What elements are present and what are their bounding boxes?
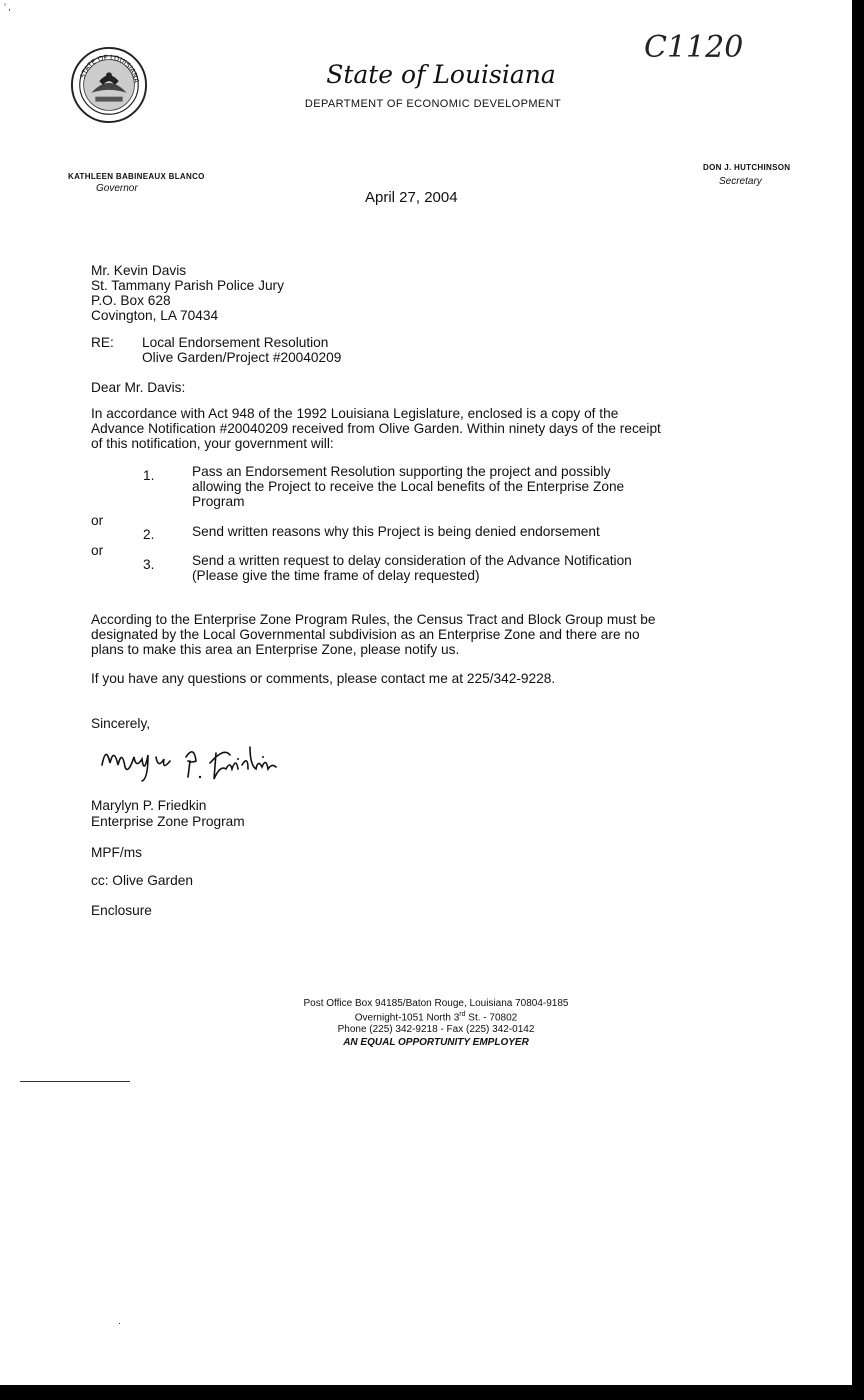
state-title: State of Louisiana — [326, 60, 556, 89]
recipient-city: Covington, LA 70434 — [91, 308, 219, 323]
intro-line-3: of this notification, your government will: — [91, 436, 334, 451]
signer-name: Marylyn P. Friedkin — [91, 798, 207, 813]
option-3-number: 3. — [143, 557, 155, 572]
governor-title: Governor — [96, 183, 138, 194]
option-2-number: 2. — [143, 527, 155, 542]
footer-overnight-pre: Overnight-1051 North 3 — [354, 1012, 460, 1024]
option-3-line-1: Send a written request to delay consideration of the Advance Notification — [192, 553, 632, 568]
recipient-name: Mr. Kevin Davis — [91, 263, 187, 278]
footer-rule — [20, 1081, 130, 1082]
governor-name: KATHLEEN BABINEAUX BLANCO — [68, 172, 205, 181]
option-1-line-1: Pass an Endorsement Resolution supporting the project and possibly — [192, 464, 611, 479]
secretary-title: Secretary — [719, 176, 762, 187]
secretary-name: DON J. HUTCHINSON — [703, 163, 791, 172]
footer-overnight-post: St. - 70802 — [465, 1012, 518, 1024]
signature-image — [98, 735, 283, 785]
or-label-2: or — [91, 543, 104, 558]
re-label: RE: — [91, 335, 114, 350]
rules-line-1: According to the Enterprise Zone Program Rules, the Census Tract and Block Group must be — [91, 612, 656, 627]
option-1-line-2: allowing the Project to receive the Local benefits of the Enterprise Zone — [192, 479, 625, 494]
intro-line-1: In accordance with Act 948 of the 1992 Louisiana Legislature, enclosed is a copy of the — [91, 406, 619, 421]
initials: MPF/ms — [91, 845, 142, 860]
recipient-po-box: P.O. Box 628 — [91, 293, 171, 308]
enclosure-line: Enclosure — [91, 903, 152, 918]
rules-line-3: plans to make this area an Enterprise Zone, please notify us. — [91, 642, 460, 657]
scan-speck: · — [118, 1318, 121, 1328]
footer-overnight — [0, 1011, 852, 1023]
contact-paragraph: If you have any questions or comments, please contact me at 225/342-9228. — [91, 671, 556, 686]
footer-phone: Phone (225) 342-9218 - Fax (225) 342-0142 — [337, 1024, 535, 1035]
closing: Sincerely, — [91, 716, 151, 731]
re-line-1: Local Endorsement Resolution — [142, 335, 329, 350]
footer-equal-opportunity: AN EQUAL OPPORTUNITY EMPLOYER — [343, 1037, 529, 1048]
re-line-2: Olive Garden/Project #20040209 — [142, 350, 342, 365]
cc-line: cc: Olive Garden — [91, 873, 193, 888]
scan-speck: ’ , — [4, 2, 11, 12]
footer-address: Post Office Box 94185/Baton Rouge, Louisiana 70804-9185 — [303, 998, 569, 1009]
footer-overnight-sup: rd — [459, 1011, 466, 1018]
handwritten-note: C1120 — [644, 30, 744, 65]
recipient-organization: St. Tammany Parish Police Jury — [91, 278, 284, 293]
option-1-line-3: Program — [192, 494, 245, 509]
intro-line-2: Advance Notification #20040209 received from Olive Garden. Within ninety days of the receipt — [91, 421, 661, 436]
option-3-line-2: (Please give the time frame of delay requested) — [192, 568, 480, 583]
rules-line-2: designated by the Local Governmental subdivision as an Enterprise Zone and there are no — [91, 627, 640, 642]
option-1-number: 1. — [143, 468, 155, 483]
seal-text: STATE OF LOUISIANA — [78, 53, 141, 84]
signer-program: Enterprise Zone Program — [91, 814, 245, 829]
salutation: Dear Mr. Davis: — [91, 380, 186, 395]
letter-date: April 27, 2004 — [365, 189, 458, 206]
or-label-1: or — [91, 513, 104, 528]
option-2-line-1: Send written reasons why this Project is being denied endorsement — [192, 524, 600, 539]
department-name: DEPARTMENT OF ECONOMIC DEVELOPMENT — [304, 98, 562, 110]
